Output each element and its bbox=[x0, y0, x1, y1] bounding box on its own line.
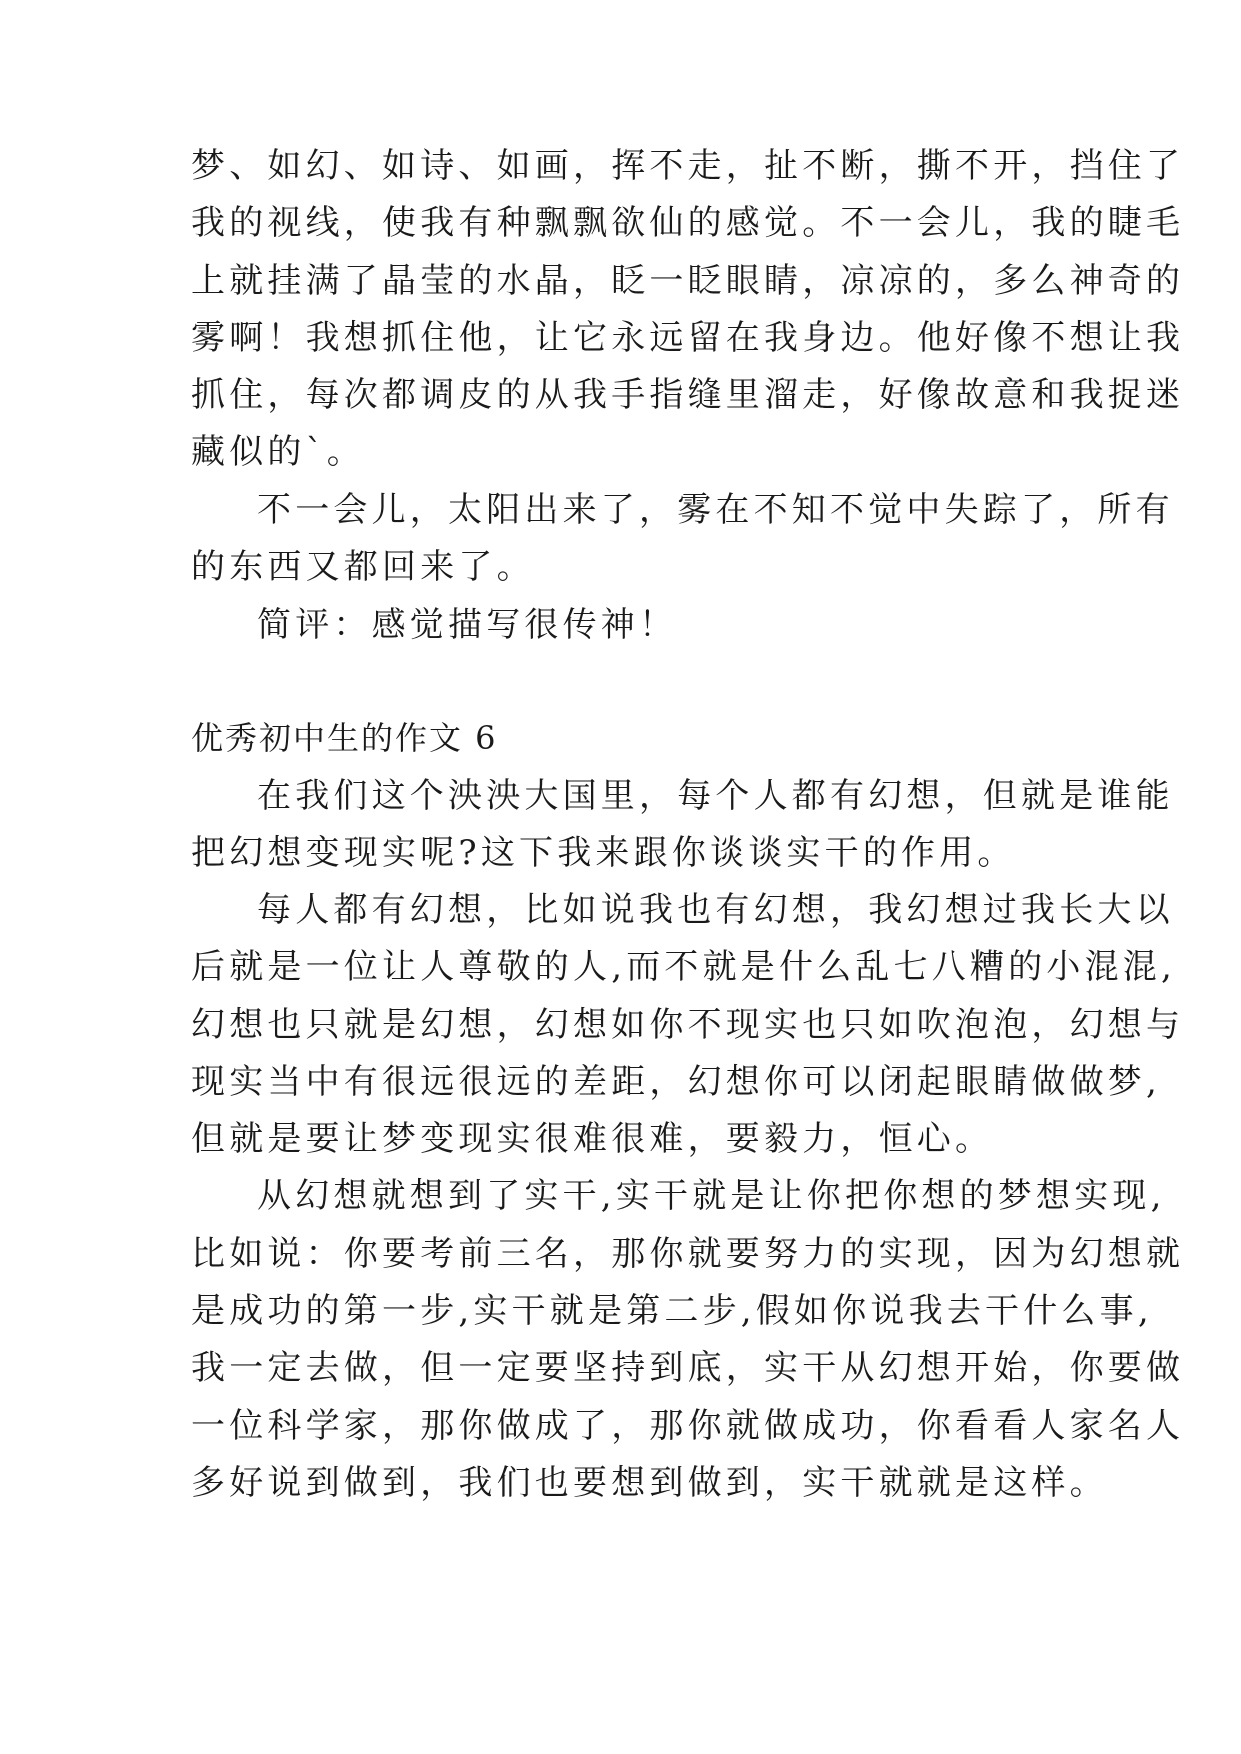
text-line: 一位科学家，那你做成了，那你就做成功，你看看人家名人 bbox=[191, 1406, 1185, 1446]
text-line: 我的视线，使我有种飘飘欲仙的感觉。不一会儿，我的睫毛 bbox=[191, 203, 1185, 243]
text-line: 但就是要让梦变现实很难很难，要毅力，恒心。 bbox=[191, 1119, 994, 1159]
text-line: 梦、如幻、如诗、如画，挥不走，扯不断，撕不开，挡住了 bbox=[191, 146, 1185, 186]
text-line: 抓住，每次都调皮的从我手指缝里溜走，好像故意和我捉迷 bbox=[191, 375, 1185, 415]
document-page bbox=[191, 0, 1185, 1754]
text-line: 后就是一位让人尊敬的人,而不就是什么乱七八糟的小混混, bbox=[191, 947, 1177, 987]
text-line: 从幻想就想到了实干,实干就是让你把你想的梦想实现, bbox=[257, 1176, 1166, 1216]
text-line: 雾啊！我想抓住他，让它永远留在我身边。他好像不想让我 bbox=[191, 318, 1185, 358]
essay-title: 优秀初中生的作文 6 bbox=[191, 719, 498, 757]
text-line: 是成功的第一步,实干就是第二步,假如你说我去干什么事, bbox=[191, 1291, 1153, 1331]
comment-line: 简评：感觉描写很传神！ bbox=[257, 605, 678, 645]
text-line: 在我们这个泱泱大国里，每个人都有幻想，但就是谁能 bbox=[257, 776, 1174, 816]
text-line: 把幻想变现实呢?这下我来跟你谈谈实干的作用。 bbox=[191, 833, 1016, 873]
text-line: 多好说到做到，我们也要想到做到，实干就就是这样。 bbox=[191, 1463, 1108, 1503]
text-line: 每人都有幻想，比如说我也有幻想，我幻想过我长大以 bbox=[257, 890, 1174, 930]
text-line: 的东西又都回来了。 bbox=[191, 547, 535, 587]
text-line: 幻想也只就是幻想，幻想如你不现实也只如吹泡泡，幻想与 bbox=[191, 1005, 1185, 1045]
text-line: 现实当中有很远很远的差距，幻想你可以闭起眼睛做做梦, bbox=[191, 1062, 1162, 1102]
text-line: 不一会儿，太阳出来了，雾在不知不觉中失踪了，所有 bbox=[257, 490, 1174, 530]
text-line: 藏似的`。 bbox=[191, 432, 365, 472]
text-line: 比如说：你要考前三名，那你就要努力的实现，因为幻想就 bbox=[191, 1234, 1185, 1274]
text-line: 我一定去做，但一定要坚持到底，实干从幻想开始，你要做 bbox=[191, 1348, 1185, 1388]
text-line: 上就挂满了晶莹的水晶，眨一眨眼睛，凉凉的，多么神奇的 bbox=[191, 261, 1185, 301]
